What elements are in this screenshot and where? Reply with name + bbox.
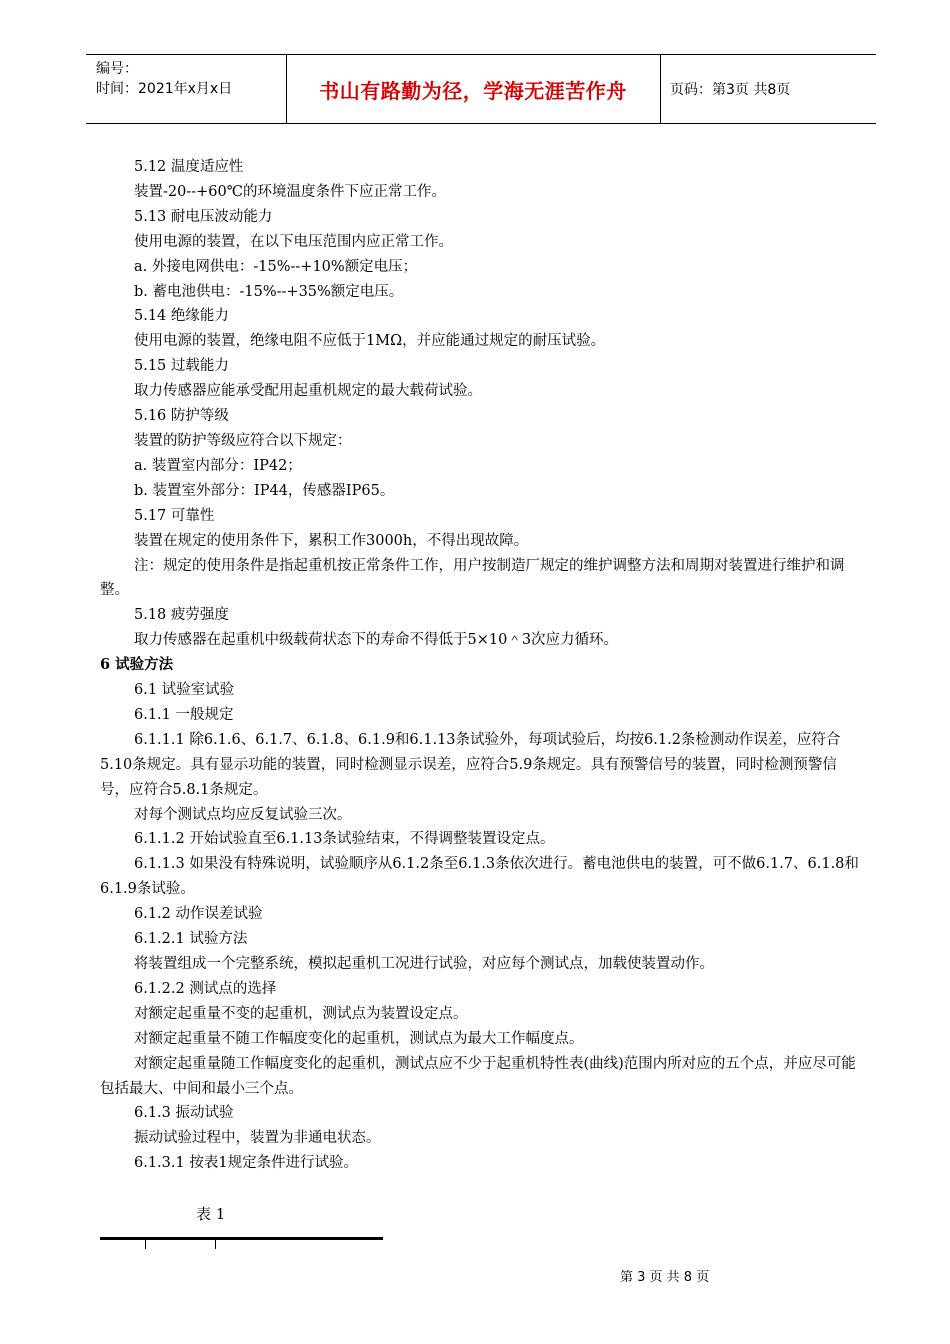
paragraph: 对额定起重量不随工作幅度变化的起重机，测试点为最大工作幅度点。: [134, 1030, 584, 1047]
paragraph: 将装置组成一个完整系统，模拟起重机工况进行试验，对应每个测试点，加载使装置动作。: [134, 956, 714, 972]
paragraph: a. 外接电网供电：-15%--+10%额定电压；: [134, 258, 418, 275]
paragraph: 振动试验过程中，装置为非通电状态。: [134, 1130, 381, 1147]
paragraph: 5.14 绝缘能力: [134, 308, 229, 325]
paragraph: 6.1.2 动作误差试验: [134, 906, 263, 923]
paragraph: 使用电源的装置，绝缘电阻不应低于1MΩ，并应能通过规定的耐压试验。: [134, 333, 606, 350]
paragraph: 装置在规定的使用条件下，累积工作3000h，不得出现故障。: [134, 532, 529, 549]
paragraph: 对每个测试点均应反复试验三次。: [134, 806, 352, 823]
paragraph: 6.1.1.2 开始试验直至6.1.13条试验结束，不得调整装置设定点。: [134, 831, 555, 848]
header-time-label: 时间：2021年x月x日: [96, 81, 233, 97]
paragraph: 对额定起重量随工作幅度变化的起重机，测试点应不少于起重机特性表(曲线)范围内所对应的五个点，并应尽可能包括最大、中间和最小三个点。: [100, 1055, 856, 1097]
paragraph: 5.17 可靠性: [134, 507, 215, 524]
paragraph: 5.13 耐电压波动能力: [134, 208, 273, 225]
document-body: [100, 155, 864, 1176]
paragraph: 使用电源的装置，在以下电压范围内应正常工作。: [134, 233, 453, 250]
table-caption: 表 1: [196, 1205, 226, 1223]
paragraph: 装置的防护等级应符合以下规定：: [134, 432, 352, 449]
paragraph: a. 装置室内部分：IP42；: [134, 457, 302, 474]
page-header: [86, 54, 876, 124]
header-motto: 书山有路勤为径，学海无涯苦作舟: [319, 78, 627, 103]
paragraph: 对额定起重量不变的起重机，测试点为装置设定点。: [134, 1005, 468, 1022]
header-divider: [660, 55, 661, 123]
paragraph: 装置-20--+60℃的环境温度条件下应正常工作。: [134, 183, 446, 200]
paragraph: 6.1 试验室试验: [134, 682, 235, 699]
paragraph: 6.1.3 振动试验: [134, 1105, 234, 1122]
paragraph: 6.1.3.1 按表1规定条件进行试验。: [134, 1155, 359, 1172]
paragraph: 取力传感器在起重机中级载荷状态下的寿命不得低于5×10＾3次应力循环。: [134, 632, 619, 649]
paragraph: 5.15 过载能力: [134, 358, 229, 375]
header-page-info: 页码：第3页 共8页: [670, 82, 791, 98]
header-meta: [96, 59, 284, 99]
paragraph: 注：规定的使用条件是指起重机按正常条件工作，用户按制造厂规定的维护调整方法和周期对装置进行维护和调整。: [100, 557, 845, 599]
table-column-tick: [145, 1240, 146, 1249]
paragraph: 5.16 防护等级: [134, 408, 229, 425]
section-heading: 6 试验方法: [100, 656, 174, 674]
paragraph: 取力传感器应能承受配用起重机规定的最大载荷试验。: [134, 383, 482, 400]
paragraph: 5.12 温度适应性: [134, 159, 244, 175]
paragraph: b. 装置室外部分：IP44，传感器IP65。: [134, 482, 395, 499]
paragraph: 6.1.1 一般规定: [134, 706, 234, 723]
header-number-label: 编号：: [96, 61, 138, 77]
table-column-tick: [215, 1240, 216, 1249]
page-footer: 第 3 页 共 8 页: [620, 1270, 710, 1285]
paragraph: 6.1.2.1 试验方法: [134, 931, 248, 948]
paragraph: 6.1.1.3 如果没有特殊说明，试验顺序从6.1.2条至6.1.3条依次进行。蓄电池供电的装置，可不做6.1.7、6.1.8和6.1.9条试验。: [100, 856, 859, 898]
paragraph: 6.1.2.2 测试点的选择: [134, 980, 277, 997]
paragraph: b. 蓄电池供电：-15%--+35%额定电压。: [134, 283, 404, 300]
table-top-rule: [100, 1237, 383, 1240]
paragraph: 6.1.1.1 除6.1.6、6.1.7、6.1.8、6.1.9和6.1.13条试验外，每项试验后，均按6.1.2条检测动作误差，应符合5.10条规定。具有显示功能的装置，同时检测显示误差，应符合5.9条规定。具有预警信号的装置，同时检测预警信号，应符合5.8.1条规定。: [100, 731, 841, 798]
paragraph: 5.18 疲劳强度: [134, 607, 229, 624]
